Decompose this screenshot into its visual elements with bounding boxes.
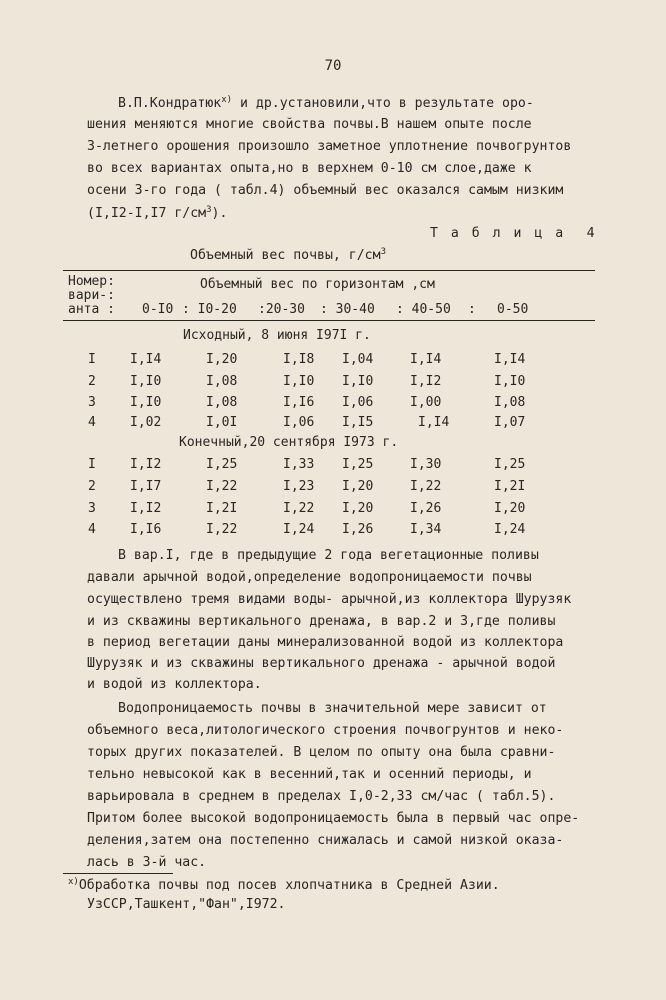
table-cell: I,30 <box>410 457 442 472</box>
table-cell: I,22 <box>206 522 238 537</box>
table-cell: I,25 <box>342 457 374 472</box>
para2-line-6: Шурузяк и из скважины вертикального дренажа - арычной водой <box>87 656 556 671</box>
table-cell: I,06 <box>342 395 374 410</box>
table-cell: I,06 <box>283 415 315 430</box>
table-cell: 3 <box>88 501 96 516</box>
table-cell: I,20 <box>494 501 526 516</box>
table-cell: I,20 <box>206 352 238 367</box>
para1-line-6-sup: 3 <box>206 205 212 215</box>
para1-line-6-a: (I,I2-I,I7 г/см <box>87 206 207 221</box>
para3-line-8: лась в 3-й час. <box>87 855 207 870</box>
table-caption-sup: 3 <box>380 247 386 257</box>
table-cell: 3 <box>88 395 96 410</box>
table-cell: I,I0 <box>342 374 374 389</box>
para1-line-4: во всех вариантах опыта,но в верхнем 0-10 см слое,даже к <box>87 161 532 176</box>
table-cell: I,24 <box>494 522 526 537</box>
table-cell: I,I4 <box>494 352 526 367</box>
para2-line-4: и из скважины вертикального дренажа, в вар.2 и 3,где поливы <box>87 614 556 629</box>
header-span: Объемный вес по горизонтам ,см <box>200 277 435 292</box>
para1-line-1 <box>118 96 534 110</box>
table-cell: I,I6 <box>130 522 162 537</box>
table-cell: I,33 <box>283 457 315 472</box>
header-number-1: Номер: <box>68 274 115 289</box>
col-10-20: : I0-20 <box>182 302 237 317</box>
table-cell: I,I8 <box>283 352 315 367</box>
header-number-3: анта : <box>68 302 115 317</box>
para2-line-3: осуществлено тремя видами воды- арычной,из коллектора Шурузяк <box>87 592 572 607</box>
col-0-50: 0-50 <box>497 302 529 317</box>
table-cell: I,2I <box>206 501 238 516</box>
para2-line-7: и водой из коллектора. <box>87 677 262 692</box>
para1-line-3: 3-летнего орошения произошло заметное уплотнение почвогрунтов <box>87 139 572 154</box>
table-label: Т а б л и ц а 4 <box>430 226 598 241</box>
table-cell: 2 <box>88 374 96 389</box>
col-30-40: : 30-40 <box>320 302 375 317</box>
para2-line-2: давали арычной водой,определение водопроницаемости почвы <box>87 570 532 585</box>
table-caption-text: Объемный вес почвы, г/см <box>190 248 381 263</box>
footnote-text-1: Обработка почвы под посев хлопчатника в Средней Азии. <box>78 878 500 893</box>
para1-line-6-b: ). <box>211 206 228 221</box>
table-cell: I,I6 <box>283 395 315 410</box>
table-cell: I,08 <box>206 395 238 410</box>
table-cell: I,25 <box>206 457 238 472</box>
table-cell: 4 <box>88 522 96 537</box>
para3-line-5: варьировала в среднем в пределах I,0-2,33 см/час ( табл.5). <box>87 789 556 804</box>
col-sep: : <box>468 302 476 317</box>
table-cell: I,08 <box>494 395 526 410</box>
author-name: В.П.Кондратюк <box>118 96 222 111</box>
table-caption <box>190 247 386 263</box>
table-cell: I,2I <box>494 479 526 494</box>
table-cell: I,I4 <box>130 352 162 367</box>
para3-line-4: тельно невысокой как в весенний,так и осенний периоды, и <box>87 767 532 782</box>
table-cell: I,07 <box>494 415 526 430</box>
table-cell: I,I0 <box>130 395 162 410</box>
col-0-10: 0-I0 <box>142 302 174 317</box>
col-40-50: : 40-50 <box>396 302 451 317</box>
footnote-line-2: УзССР,Ташкент,"Фан",I972. <box>87 897 286 912</box>
table-cell: I,25 <box>494 457 526 472</box>
table-cell: I,04 <box>342 352 374 367</box>
table-cell: I,0I <box>206 415 238 430</box>
table-cell: 2 <box>88 479 96 494</box>
table-cell: I,I4 <box>418 415 450 430</box>
table-cell: I,08 <box>206 374 238 389</box>
table-cell: I,02 <box>130 415 162 430</box>
page-number: 70 <box>324 58 342 74</box>
para1-line-2: шения меняются многие свойства почвы.В нашем опыте после <box>87 117 532 132</box>
table-cell: I,34 <box>410 522 442 537</box>
table-cell: I,23 <box>283 479 315 494</box>
table-cell: I,I2 <box>130 501 162 516</box>
para3-line-6: Притом более высокой водопроницаемость была в первый час опре- <box>87 811 580 826</box>
footnote-mark: x) <box>221 95 233 105</box>
table-cell: I <box>88 457 96 472</box>
table-cell: I,I0 <box>130 374 162 389</box>
table-cell: I <box>88 352 96 367</box>
footnote-mark-bottom: x) <box>68 877 79 887</box>
para1-line-5: осени 3-го года ( табл.4) объемный вес оказался самым низким <box>87 183 564 198</box>
table-cell: I,00 <box>410 395 442 410</box>
table-cell: I,20 <box>342 501 374 516</box>
footnote-rule <box>63 873 173 874</box>
table-cell: I,I2 <box>410 374 442 389</box>
table-cell: I,I2 <box>130 457 162 472</box>
table-cell: I,I4 <box>410 352 442 367</box>
col-20-30: :20-30 <box>258 302 305 317</box>
para3-line-2: объемного веса,литологического строения почвогрунтов и неко- <box>87 723 564 738</box>
footnote-line-1 <box>68 878 500 892</box>
para3-line-1: Водопроницаемость почвы в значительной мере зависит от <box>118 701 547 716</box>
table-cell: I,22 <box>206 479 238 494</box>
para1-line-1-rest: и др.установили,что в результате оро- <box>232 96 534 111</box>
table-top-rule <box>63 270 595 271</box>
para3-line-7: деления,затем она постепенно снижалась и самой низкой оказа- <box>87 833 564 848</box>
header-number-2: вари-: <box>68 288 115 303</box>
table-cell: I,I0 <box>283 374 315 389</box>
table-cell: 4 <box>88 415 96 430</box>
table-cell: I,I0 <box>494 374 526 389</box>
table-cell: I,24 <box>283 522 315 537</box>
table-cell: I,22 <box>283 501 315 516</box>
table-cell: I,20 <box>342 479 374 494</box>
table-cell: I,22 <box>410 479 442 494</box>
section-title-initial: Исходный, 8 июня I97I г. <box>183 328 371 343</box>
table-cell: I,I5 <box>342 415 374 430</box>
section-title-final: Конечный,20 сентября I973 г. <box>179 435 399 450</box>
para2-line-1: В вар.I, где в предыдущие 2 года вегетационные поливы <box>118 548 539 563</box>
table-header-rule <box>63 320 595 321</box>
table-cell: I,26 <box>342 522 374 537</box>
table-cell: I,26 <box>410 501 442 516</box>
para3-line-3: торых других показателей. В целом по опыту она была сравни- <box>87 745 556 760</box>
table-cell: I,I7 <box>130 479 162 494</box>
para2-line-5: в период вегетации даны минерализованной водой из коллектора <box>87 635 564 650</box>
para1-line-6 <box>87 206 227 220</box>
